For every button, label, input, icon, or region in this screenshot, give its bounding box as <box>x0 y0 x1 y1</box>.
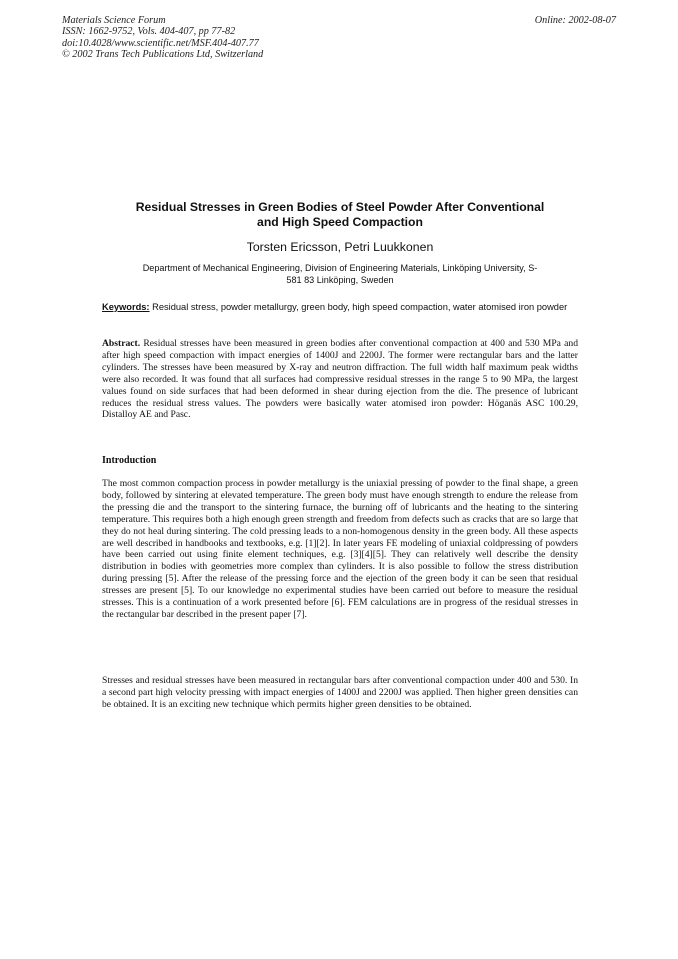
affiliation <box>100 263 580 286</box>
authors: Torsten Ericsson, Petri Luukkonen <box>246 240 434 254</box>
abstract-text: Residual stresses have been measured in green bodies after conventional compaction at 400 and 530 MPa and after high speed compaction with impact energies of 1400J and 2200J. The former were rectangular bars and the latter cylinders. The stresses have been measured by X-ray and neutron diffraction. The full width half maximum peak widths were also recorded. It was found that all surfaces had compressive residual stresses in the range 5 to 90 MPa, the largest values found on side surfaces that had been deformed in shear during ejection from the die. The presence of lubricant reduces the residual stress values. The powders were basically water atomised iron powder: Höganäs ASC 100.29, Distalloy AE and Pasc. <box>102 338 578 421</box>
online-date: Online: 2002-08-07 <box>534 15 616 26</box>
keywords <box>102 302 578 314</box>
keywords-label: Keywords: <box>102 302 150 312</box>
journal-masthead <box>62 15 263 60</box>
title-line-1: Residual Stresses in Green Bodies of Steel Powder After Conventional <box>135 200 545 214</box>
journal-name: Materials Science Forum <box>62 15 166 26</box>
affiliation-line-2: 581 83 Linköping, Sweden <box>286 274 394 285</box>
intro-paragraph-2: Stresses and residual stresses have been measured in rectangular bars after conventional compaction under 400 and 530. In a second part high velocity pressing with impact energies of 1400J and 2200J was applied. Then higher green densities can be obtained. It is an exciting new technique which permits higher green densities to be obtained. <box>102 675 578 710</box>
intro-paragraph-1: The most common compaction process in powder metallurgy is the uniaxial pressing of powder to the final shape, a green body, followed by sintering at elevated temperature. The green body must have enough strength to endure the release from the pressing die and the transport to the sintering furnace, the burning off of lubricants and the heating to the sintering temperature. This requires both a high enough green strength and freedom from defects such as cracks that are so large that they do not heal during sintering. The cold pressing leads to a non-homogenous density in the green body. All these aspects are well described in handbooks and textbooks, e.g. [1][2]. In later years FE modeling of uniaxial coldpressing of powders have been carried out using finite element techniques, e.g. [3][4][5]. They can relatively well describe the density distribution in bodies with geometries more complex than cylinders. It is also possible to follow the stress distribution during pressing [5]. After the release of the pressing force and the ejection of the green body it can be seen that residual stresses are present [5]. To our knowledge no experimental studies have been carried out before to measure the residual stresses. This is a continuation of a work presented before [6]. FEM calculations are in progress of the residual stresses in the rectangular bar described in the present paper [7]. <box>102 478 578 620</box>
copyright-line: © 2002 Trans Tech Publications Ltd, Switzerland <box>62 48 264 60</box>
affiliation-line-1: Department of Mechanical Engineering, Division of Engineering Materials, Linköping University, S- <box>142 263 538 273</box>
section-heading-introduction: Introduction <box>102 455 157 466</box>
title-line-2: and High Speed Compaction <box>257 215 423 229</box>
issn-line: ISSN: 1662-9752, Vols. 404-407, pp 77-82 <box>62 26 236 38</box>
paper-title <box>90 200 590 230</box>
abstract-label: Abstract. <box>102 338 141 349</box>
keywords-text: Residual stress, powder metallurgy, green body, high speed compaction, water atomised iron powder <box>149 302 568 312</box>
abstract <box>102 338 578 421</box>
doi-line: doi:10.4028/www.scientific.net/MSF.404-407.77 <box>62 37 259 49</box>
